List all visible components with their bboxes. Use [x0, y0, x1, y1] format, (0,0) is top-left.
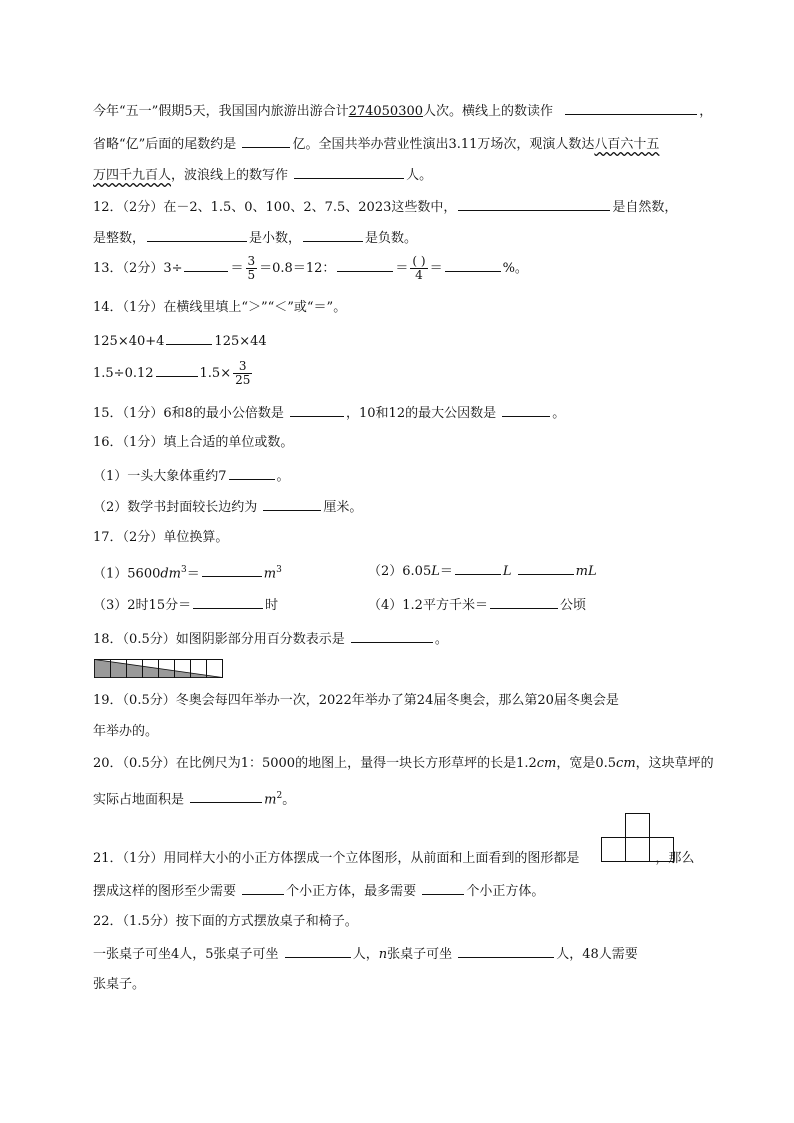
q16-blank-number[interactable]: [263, 496, 321, 511]
q14-blank-1[interactable]: [166, 330, 212, 345]
q17-blank-4[interactable]: [490, 594, 558, 609]
q15-blank-lcm[interactable]: [290, 402, 344, 417]
q17-text: 时: [265, 598, 279, 613]
q13-fraction-blank[interactable]: [410, 255, 427, 282]
q13-text: %。: [502, 261, 528, 276]
q12-text: 是小数，: [249, 231, 302, 246]
q20-unit: cm: [536, 756, 557, 771]
q17-blank-2a[interactable]: [455, 560, 501, 575]
q11-blank-written[interactable]: [294, 164, 404, 179]
q11-text: 人。: [406, 168, 433, 183]
q22-text: 张桌子可坐: [387, 947, 453, 962]
q12-text: 是负数。: [365, 231, 418, 246]
q14-expr: 1.5×: [199, 366, 232, 381]
q22-text: 一张桌子可坐4人，5张桌子可坐: [93, 947, 279, 962]
q14-expr: 1.5÷0.12: [93, 366, 154, 381]
q17-sub-2: [368, 560, 597, 582]
q15-line: [93, 402, 565, 424]
shaded-bar-figure: [94, 659, 224, 679]
q13-text: ＝: [429, 261, 443, 276]
q22-line-2: [93, 975, 145, 995]
q19-line-2: [93, 722, 158, 742]
q11-text: 今年“五一”假期5天，我国国内旅游出游合计: [93, 104, 349, 119]
q13-text: 13．（2分）3÷: [93, 261, 183, 276]
q21-text: 摆成这样的图形至少需要: [93, 884, 237, 899]
q20-line-1: [93, 754, 714, 774]
q18-text: 。: [434, 632, 448, 647]
q12-blank-natural[interactable]: [458, 196, 610, 211]
q13-text: ＝0.8＝12：: [259, 261, 336, 276]
q17-text: （2）6.05: [368, 564, 432, 579]
q22-blank-ntables[interactable]: [458, 943, 554, 958]
q21-line-1: [93, 849, 694, 869]
q16-title-text: 16．（1分）填上合适的单位或数。: [93, 435, 294, 450]
q15-text: 15．（1分）6和8的最小公倍数是: [93, 406, 284, 421]
q17-unit: dm: [160, 566, 182, 582]
q20-text: 。: [282, 792, 296, 808]
q20-text: ，宽是0.5: [556, 756, 617, 771]
q17-text: 公顷: [559, 598, 586, 613]
q12-blank-decimal[interactable]: [303, 227, 363, 242]
q21-text: 个小正方体，最多需要: [286, 884, 417, 899]
q14-fraction: [233, 360, 252, 387]
q16-sub-2: [93, 496, 362, 518]
q17-text: （3）2时15分＝: [93, 598, 192, 613]
q20-blank-area[interactable]: [190, 788, 262, 803]
q17-blank-1[interactable]: [202, 562, 262, 577]
q16-text: （1）一头大象体重约7: [93, 469, 227, 484]
q20-text: 20．（0.5分）在比例尺为1：5000的地图上，量得一块长方形草坪的长是1.2: [93, 756, 537, 771]
q11-line-1: [93, 100, 712, 122]
q11-wavy-number: 八百六十五: [594, 137, 660, 152]
q21-text: ，那么: [655, 851, 695, 866]
q22-title: [93, 912, 358, 932]
q13-text: ＝: [230, 261, 244, 276]
q22-text: 人，: [352, 947, 379, 962]
q18-text: 18．（0.5分）如图阴影部分用百分数表示是: [93, 632, 345, 647]
fraction-numerator: 3: [247, 254, 256, 268]
q12-text: 是自然数，: [612, 200, 678, 215]
q17-title: [93, 528, 228, 548]
q21-text: 21．（1分）用同样大小的小正方体摆成一个立体图形，从前面和上面看到的图形都是: [93, 851, 580, 866]
q12-blank-integer[interactable]: [147, 227, 247, 242]
q19-text: 年举办的。: [93, 724, 159, 739]
q17-unit: mL: [575, 564, 597, 579]
q14-row-1: [93, 330, 267, 352]
q17-text: （1）5600: [93, 566, 161, 582]
q19-text: 19．（0.5分）冬奥会每四年举办一次，2022年举办了第24届冬奥会，那么第20届冬奥会是: [93, 693, 619, 708]
q20-line-2: 实际占地面积是 $m^2$。: [93, 786, 295, 810]
q14-expr: 125×40+4: [93, 334, 165, 349]
fraction-numerator: ( ): [412, 254, 426, 268]
q17-text: （4）1.2平方千米＝: [368, 598, 488, 613]
q22-variable: n: [378, 947, 388, 962]
q22-blank-5tables[interactable]: [285, 943, 351, 958]
q22-text: 人，48人需要: [556, 947, 638, 962]
q11-text: 省略“亿”后面的尾数约是: [93, 137, 237, 152]
fraction-denominator: 4: [415, 268, 423, 282]
q20-text: ，这块草坪的: [635, 756, 714, 771]
q15-blank-gcd[interactable]: [502, 402, 550, 417]
q21-line-2: [93, 880, 544, 902]
q17-unit: m: [263, 566, 277, 582]
q16-text: （2）数学书封面较长边约为: [93, 500, 258, 515]
q17-blank-2b[interactable]: [518, 560, 574, 575]
q16-text: 。: [276, 469, 290, 484]
q17-unit: L: [431, 564, 440, 579]
q22-title-text: 22．（1.5分）按下面的方式摆放桌子和椅子。: [93, 914, 358, 929]
q13-blank-percent[interactable]: [445, 257, 501, 272]
q11-blank-approx[interactable]: [242, 133, 290, 148]
q11-wavy-number: 万四千九百人: [93, 168, 172, 183]
q11-line-3: [93, 164, 432, 186]
fraction-denominator: 25: [235, 373, 251, 387]
q11-blank-reading[interactable]: [565, 100, 697, 115]
q14-row-2: [93, 359, 254, 389]
q15-text: ，10和12的最大公因数是: [346, 406, 497, 421]
q13-fraction: [246, 255, 258, 282]
q22-text: 张桌子。: [93, 977, 146, 992]
q17-title-text: 17．（2分）单位换算。: [93, 530, 229, 545]
q12-line-2: [93, 227, 417, 249]
q15-text: 。: [552, 406, 566, 421]
q17-text: ＝: [439, 564, 453, 579]
q12-text: 是整数，: [93, 231, 146, 246]
fraction-denominator: 5: [247, 268, 256, 282]
q18-line: [93, 628, 448, 650]
q21-blank-min[interactable]: [242, 880, 284, 895]
q16-text: 厘米。: [323, 500, 363, 515]
q13-line: [93, 255, 528, 283]
q13-text: ＝: [395, 261, 409, 276]
q16-blank-unit[interactable]: [229, 465, 275, 480]
q17-unit: L: [502, 564, 512, 579]
q18-blank[interactable]: [351, 628, 433, 643]
q19-line-1: [93, 691, 619, 711]
q11-text: 人次。横线上的数读作: [423, 104, 554, 119]
q21-blank-max[interactable]: [422, 880, 464, 895]
fraction-numerator: 3: [233, 360, 252, 374]
q13-blank-divisor[interactable]: [184, 257, 228, 272]
q14-title-text: 14．（1分）在横线里填上“＞”“＜”或“＝”。: [93, 300, 347, 315]
q11-number: 274050300: [348, 104, 424, 119]
q12-line-1: [93, 196, 677, 218]
q11-text: ，波浪线上的数写作: [171, 168, 289, 183]
q14-blank-2[interactable]: [156, 362, 198, 377]
q13-blank-ratio[interactable]: [337, 257, 393, 272]
cube-square-top: [626, 814, 650, 838]
q14-title: [93, 298, 346, 318]
q12-text: 12．（2分）在－2、1.5、0、100、2、7.5、2023这些数中，: [93, 200, 457, 215]
q11-line-2: [93, 133, 659, 155]
q11-punct: ，: [699, 104, 713, 119]
q16-title: [93, 433, 293, 453]
q20-unit: cm: [616, 756, 636, 771]
q17-blank-3[interactable]: [193, 594, 263, 609]
q17-sub-1: $(1)5600dm^3= m^3$: [93, 560, 282, 584]
q17-sub-4: [368, 594, 586, 616]
q16-sub-1: [93, 465, 290, 487]
q11-text: 亿。全国共举办营业性演出3.11万场次，观演人数达: [292, 137, 595, 152]
q21-text: 个小正方体。: [466, 884, 545, 899]
q20-text: 实际占地面积是: [93, 792, 185, 808]
q22-line-1: [93, 943, 638, 965]
q14-expr: 125×44: [214, 334, 267, 349]
q17-sub-3: [93, 594, 278, 616]
q17-text: ＝: [186, 566, 200, 582]
q20-unit: m: [264, 792, 277, 808]
